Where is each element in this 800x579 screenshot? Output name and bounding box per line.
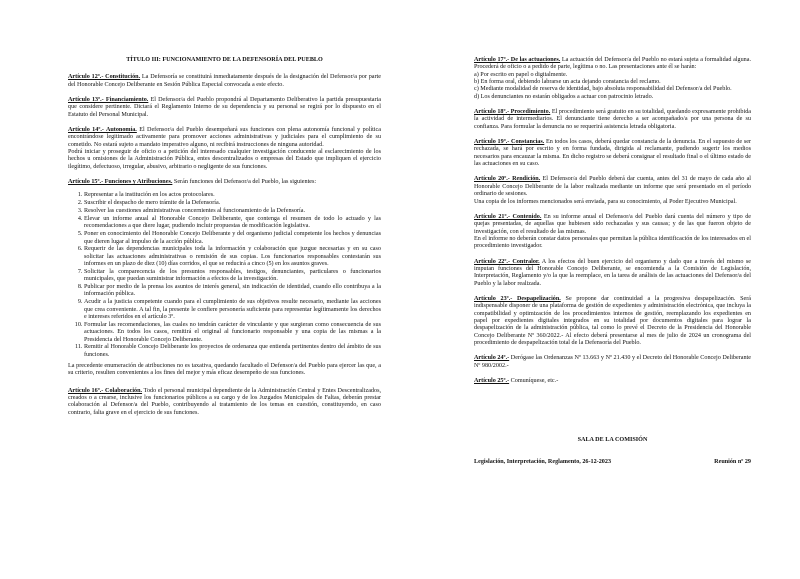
list-item: 2. Suscribir el despacho de mero trámite de la Defensoría. — [84, 200, 381, 207]
list-item: 5. Poner en conocimiento del Honorable Concejo Deliberante y del organismo judicial competente los hechos y denuncias que dieren lugar al impulso de la acción pública. — [84, 231, 381, 246]
list-item: 1. Representar a la institución en los actos protocolares. — [84, 192, 381, 199]
article-18-text: El procedimiento será gratuito en su totalidad, quedando expresamente prohibida la actividad de intermediarios. El denunciante tiene derecho a ser acompañado/a por una persona de su confianza. Para formular la denuncia no se requerirá asistencia letrada obligatoria. — [474, 109, 751, 130]
article-12-text: La Defensoría se constituirá inmediatamente después de la designación del Defensor/a por parte del Honorable Concejo Deliberante en Sesión Pública Especial convocada a este efecto. — [68, 74, 381, 88]
list-item: 11. Remitir al Honorable Concejo Deliberante los proyectos de ordenanza que entienda pertinentes dentro del ámbito de sus funciones. — [84, 344, 381, 359]
left-column — [68, 0, 381, 425]
article-15 — [68, 179, 381, 378]
article-24 — [474, 355, 751, 370]
article-17-line-a: a) Por escrito en papel o digitalmente. — [474, 71, 568, 78]
article-25 — [474, 378, 751, 385]
committee-name-date: Legislación, Interpretación, Reglamento, 26-12-2023 — [474, 458, 612, 465]
article-21-heading: Artículo 21º.- Contenido. — [474, 213, 542, 220]
article-20-text-2: Una copia de los informes mencionados será enviada, para su conocimiento, al Poder Ejecutivo Municipal. — [474, 198, 737, 205]
article-13 — [68, 97, 381, 119]
functions-list — [68, 192, 381, 359]
article-23 — [474, 296, 751, 347]
article-15-closing: La precedente enumeración de atribuciones no es taxativa, quedando facultado el Defensor/a del Pueblo para ejercer las que, a su criterio, resulten convenientes a los fines del mejor y más eficaz desempeño de sus funciones. — [68, 363, 381, 377]
article-19-text: En todos los casos, deberá quedar constancia de la denuncia. En el supuesto de ser rechazada, se hará por escrito y en forma fundada, dirigida al reclamante, pudiendo sugerir los medios necesarios para encauzar la misma. En dicho registro se deberá consignar el resultado final o el último estado de las actuaciones en su caso. — [474, 139, 751, 168]
article-22-heading: Artículo 22º.- Contralor. — [474, 258, 540, 265]
committee-footer — [474, 459, 751, 466]
article-21-text: En su informe anual el Defensor/a del Pueblo dará cuenta del número y tipo de quejas presentadas, de aquellas que hubiesen sido rechazadas y sus causas; y de las que fueron objeto de investigación, con el resultado de las mismas. — [474, 213, 751, 235]
list-item: 9. Acudir a la justicia competente cuando para el cumplimiento de sus objetivos resulte necesario, mediante las acciones que crea conveniente. A tal fin, la presente le confiere personería suficiente para representar legítimamente los derechos e intereses referidos en el artículo 3º. — [84, 299, 381, 321]
article-18 — [474, 109, 751, 131]
list-item: 7. Solicitar la comparecencia de los presuntos responsables, testigos, denunciantes, particulares o funcionarios municipales, que puedan suministrar información a efectos de la investigación. — [84, 269, 381, 284]
list-item: 6. Requerir de las dependencias municipales toda la información y colaboración que juzgue necesarias y en su caso solicitar las actuaciones administrativas o remisión de sus copias. Los funcionarios responsables contestarán sus informes en un plazo de diez (10) días corridos, el que se reducirá a cinco (5) en los asuntos graves. — [84, 246, 381, 268]
article-25-heading: Artículo 25º.- — [474, 378, 510, 385]
committee-heading: SALA DE LA COMISIÓN — [577, 437, 648, 444]
article-20-text: El Defensor/a del Pueblo deberá dar cuenta, antes del 31 de mayo de cada año al Honorable Concejo Deliberante de la labor realizada mediante un informe que será presentado en el período ordinario de sesiones. — [474, 176, 751, 198]
article-19-heading: Artículo 19º.- Constancias. — [474, 139, 545, 146]
list-item: 3. Resolver las cuestiones administrativas concernientes al funcionamiento de la Defensoría. — [84, 208, 381, 215]
article-12 — [68, 74, 381, 89]
article-18-heading: Artículo 18º.- Procedimiento. — [474, 109, 551, 116]
list-item: 10. Formular las recomendaciones, las cuales no tendrán carácter de vinculante y que surgieran como consecuencia de sus actuaciones. En todos los casos, remitirá el original al funcionario responsable y una copia de las mismas a la Presidencia del Honorable Concejo Deliberante. — [84, 322, 381, 344]
article-17-line-b: b) En forma oral, debiendo labrarse un acta dejando constancia del reclamo. — [474, 79, 661, 86]
article-25-text: Comuníquese, etc.- — [509, 378, 559, 385]
article-21 — [474, 214, 751, 251]
article-19 — [474, 139, 751, 168]
article-14-text-2: Podrá iniciar y proseguir de oficio o a petición del interesado cualquier investigación conducente al esclarecimiento de los hechos u omisiones de la Administración Pública, entes descentralizados o empresas del Estado que impliquen el ejercicio ilegítimo, defectuoso, irregular, abusivo, arbitrario o negligente de sus funciones. — [68, 149, 381, 170]
article-22-text: A los efectos del buen ejercicio del organismo y dado que a través del mismo se imputan funciones del Honorable Concejo Deliberante, se encomienda a la Comisión de Legislación, Interpretación, Reglamento y/o la que la reemplace, en la tarea de análisis de las actuaciones del Defensor/a del Pueblo y la labor realizada. — [474, 258, 751, 287]
article-13-heading: Artículo 13º.- Financiamiento. — [68, 97, 149, 104]
article-17-line-c: c) Mediante modalidad de reserva de identidad, bajo absoluta responsabilidad del Defensor/a del Pueblo. — [474, 86, 732, 93]
list-item: 8. Publicar por medio de la prensa los asuntos de interés general, sin indicación de identidad, cuando ello contribuya a la información pública. — [84, 284, 381, 299]
article-23-text: Se propone dar continuidad a la progresiva despapelización. Será indispensable disponer de una plataforma de gestión de expedientes y administración electrónica, que incluya la compatibilidad y optimización de los procedimientos internos de gestión, reemplazando los expedientes en papel por expedientes digitales integrados en su totalidad por documentos digitales para lograr la despapelización de la administración pública, tal como lo prevé el Decreto de la Presidencia del Honorable Concejo Deliberante Nº 360/2022.- Al efecto deberá presentarse al mes de julio de 2024 un cronograma del procedimiento de despapelización total de la Defensoría del Pueblo. — [474, 295, 751, 346]
article-22 — [474, 259, 751, 288]
article-14 — [68, 127, 381, 171]
article-16-text: Todo el personal municipal dependiente de la Administración Central y Entes Descentralizados, creados o a crearse, inclusive los funcionarios públicos a su cargo y de los Juzgados Municipales de Faltas, deberán prestar colaboración al Defensor/a del Pueblo, contribuyendo al tratamiento de los temas en cuestión, constituyendo, en caso contrario, falta grave en el ejercicio de sus funciones. — [68, 387, 381, 416]
article-16 — [68, 388, 381, 417]
article-24-text: Derógase las Ordenanzas Nº 13.663 y Nº 21.430 y el Decreto del Honorable Concejo Deliberante Nº 980/2002.- — [474, 355, 751, 369]
article-12-heading: Artículo 12º.- Constitución. — [68, 74, 141, 81]
article-15-heading: Artículo 15º.- Funciones y Atribuciones. — [68, 179, 173, 186]
article-20-heading: Artículo 20º.- Rendición. — [474, 176, 541, 183]
list-item: 4. Elevar un informe anual al Honorable Concejo Deliberante, que contenga el resumen de todo lo actuado y las recomendaciones a que diere lugar, pudiendo incluir propuestas de modificación legislativa. — [84, 216, 381, 231]
article-17-text: La actuación del Defensor/a del Pueblo no estará sujeta a formalidad alguna. Procederá de oficio o a pedido de parte, legítima o no. Las presentaciones ante él se harán: — [474, 57, 751, 71]
article-16-heading: Artículo 16º.- Colaboración. — [68, 387, 143, 394]
article-17-heading: Artículo 17º.- De las actuaciones. — [474, 57, 561, 63]
article-15-text: Serán funciones del Defensor/a del Pueblo, las siguientes: — [172, 179, 317, 186]
article-13-text: El Defensor/a del Pueblo propondrá al Departamento Deliberativo la partida presupuestaria que considere pertinente. Dictará el Reglamento Interno de su dependencia y su personal se regirá por lo dispuesto en el Estatuto del Personal Municipal. — [68, 97, 381, 118]
article-20 — [474, 176, 751, 205]
right-column — [474, 0, 751, 466]
meeting-number: Reunión nº 29 — [714, 458, 751, 465]
article-14-text: El Defensor/a del Pueblo desempeñará sus funciones con plena autonomía funcional y política encontrándose legitimado activamente para promover acciones administrativas y judiciales para el cumplimiento de su cometido. No estará sujeto a mandato imperativo alguno, ni recibirá instrucciones de ninguna autoridad. — [68, 127, 381, 148]
section-title: TÍTULO III: FUNCIONAMIENTO DE LA DEFENSORÍA DEL PUEBLO — [126, 57, 323, 63]
article-24-heading: Artículo 24º.- — [474, 355, 510, 362]
article-14-heading: Artículo 14º.- Autonomía. — [68, 127, 137, 134]
article-17-line-d: d) Los denunciantes no estarán obligados a actuar con patrocinio letrado. — [474, 93, 654, 100]
article-21-text-2: En el informe no deberán constar datos personales que permitan la pública identificación de los interesados en el procedimiento investigador. — [474, 235, 751, 250]
article-23-heading: Artículo 23º.- Despapelización. — [474, 295, 561, 302]
article-17 — [474, 57, 751, 101]
